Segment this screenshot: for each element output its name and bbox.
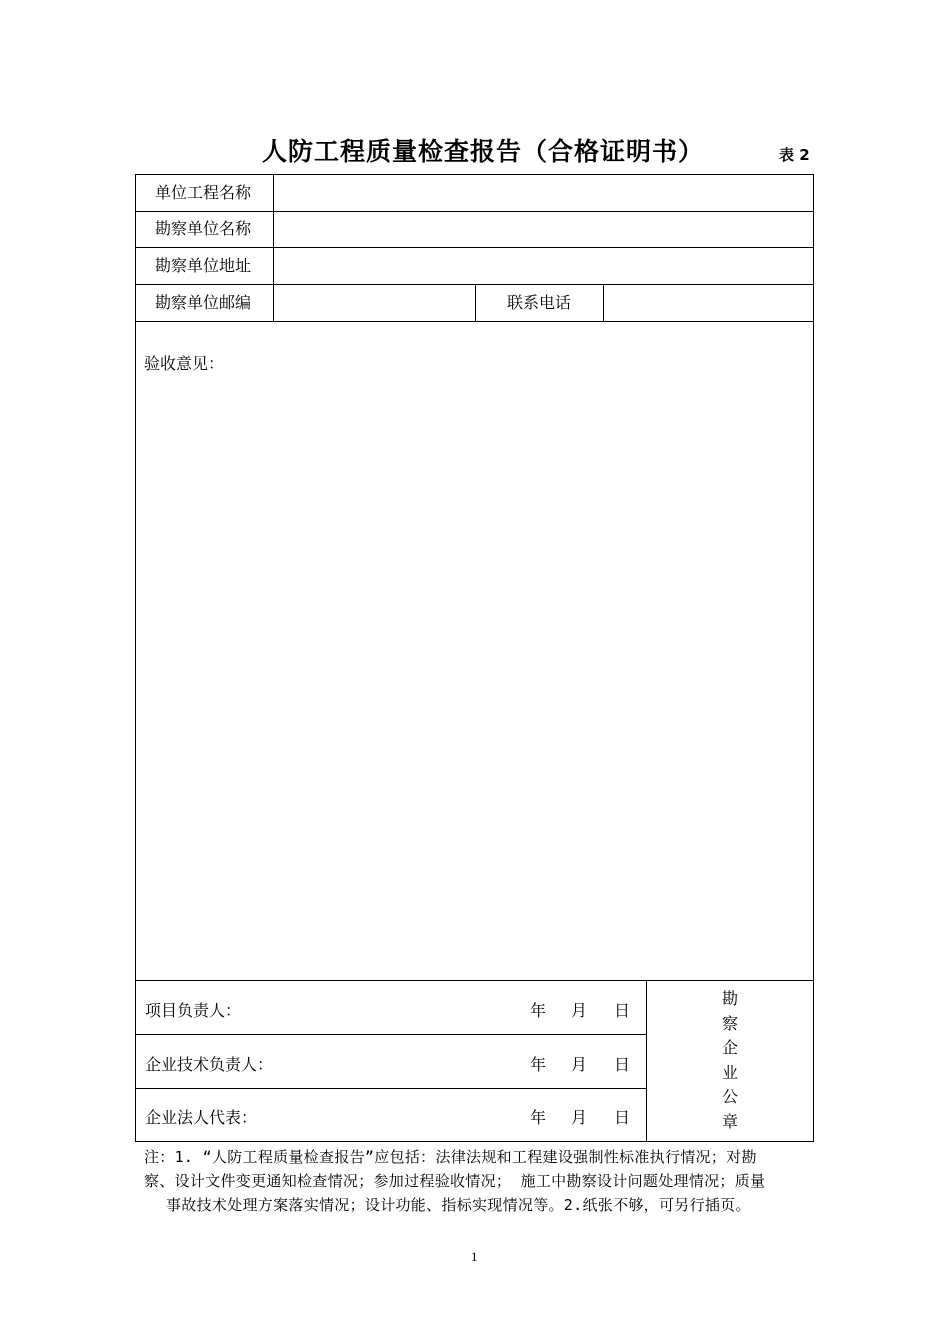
project-leader-month: 月 [571,1001,588,1020]
document-title: 人防工程质量检查报告（合格证明书） [262,137,705,166]
seal-char: 公 [721,1087,738,1106]
footnote-line: 事故技术处理方案落实情况；设计功能、指标实现情况等。2.纸张不够，可另行插页。 [166,1196,751,1214]
survey-unit-address-label: 勘察单位地址 [155,256,252,275]
tech-leader-year: 年 [530,1055,547,1074]
page-number: 1 [471,1249,478,1264]
survey-unit-postcode-label: 勘察单位邮编 [155,293,252,312]
legal-rep-label: 企业法人代表： [145,1108,258,1127]
survey-unit-name-label: 勘察单位名称 [155,219,252,238]
acceptance-opinion-field[interactable] [144,378,808,974]
legal-rep-month: 月 [571,1108,588,1127]
tech-leader-label: 企业技术负责人： [145,1055,274,1074]
contact-phone-field[interactable] [610,293,808,315]
survey-unit-name-field[interactable] [280,219,808,241]
contact-phone-label: 联系电话 [507,293,572,312]
row-divider [135,980,814,981]
seal-char: 勘 [721,989,738,1008]
column-divider [273,174,274,321]
footnote-line: 注：1. “人防工程质量检查报告”应包括：法律法规和工程建设强制性标准执行情况；对勘 [144,1148,757,1166]
column-divider [646,980,647,1142]
table-number: 表 2 [779,146,810,164]
footnote [144,1145,814,1217]
row-divider [135,211,814,212]
tech-leader-month: 月 [571,1055,588,1074]
survey-unit-postcode-field[interactable] [280,293,470,315]
project-leader-label: 项目负责人： [145,1001,242,1020]
row-divider [135,321,814,322]
company-seal-area [720,987,740,1134]
row-divider [135,1088,646,1089]
project-leader-day: 日 [614,1001,631,1020]
row-divider [135,1034,646,1035]
seal-char: 企 [721,1038,738,1057]
column-divider [603,284,604,321]
footnote-line: 察、设计文件变更通知检查情况；参加过程验收情况； 施工中勘察设计问题处理情况；质量 [144,1172,766,1190]
unit-project-name-field[interactable] [280,183,808,205]
legal-rep-year: 年 [530,1108,547,1127]
seal-char: 业 [721,1062,738,1082]
survey-unit-address-field[interactable] [280,256,808,278]
column-divider [475,284,476,321]
acceptance-opinion-label: 验收意见： [144,354,225,373]
seal-char: 章 [721,1111,738,1131]
seal-char: 察 [721,1013,738,1033]
tech-leader-day: 日 [614,1055,631,1074]
row-divider [135,247,814,248]
project-leader-year: 年 [530,1001,547,1020]
legal-rep-day: 日 [614,1108,631,1127]
unit-project-name-label: 单位工程名称 [155,183,252,202]
